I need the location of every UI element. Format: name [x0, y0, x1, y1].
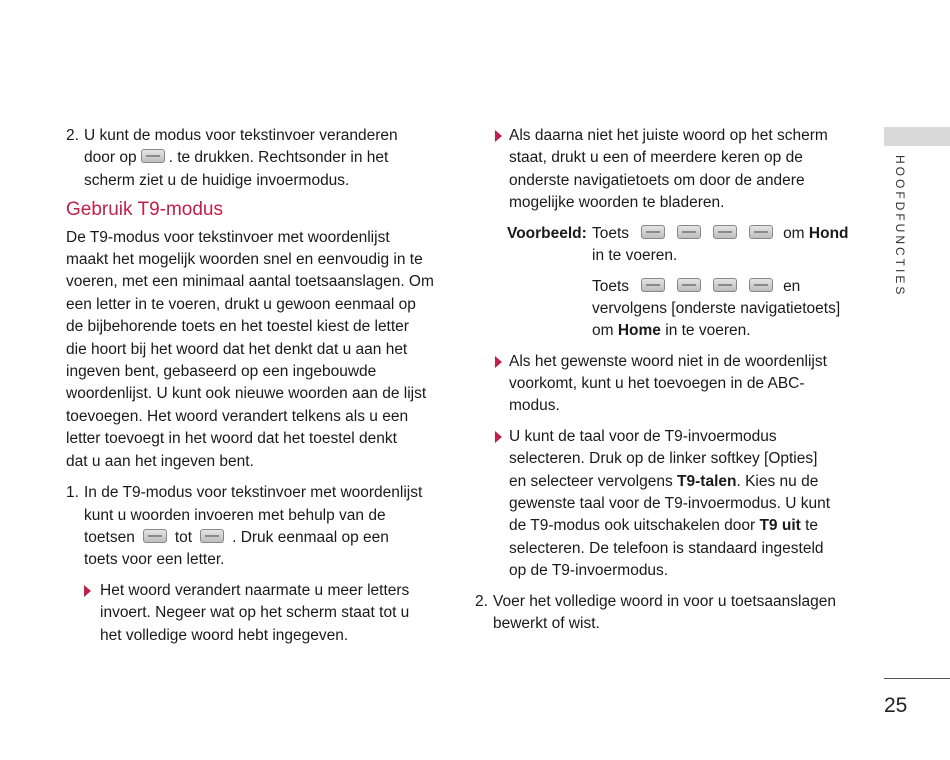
2abc-key-icon: [143, 529, 167, 543]
text-line: toevoegen. Het woord verandert telkens als u een: [66, 407, 409, 425]
text-line: de bijbehorende toets en het toestel kiest de letter: [66, 318, 409, 336]
text-line: selecteren. Druk op de linker softkey [Opties]: [509, 450, 818, 468]
text-line: Het woord verandert naarmate u meer letters: [100, 581, 410, 599]
text-fragment: . Kies nu de: [736, 472, 819, 490]
text-fragment: Toets: [592, 224, 630, 242]
text-fragment: door op: [84, 149, 137, 167]
text-fragment: te: [805, 517, 819, 535]
3def-key-icon: [749, 225, 773, 239]
text-line: die hoort bij het woord dat het denkt dat u aan het: [66, 340, 408, 358]
page-number-rule: [884, 678, 950, 679]
menu-term: T9 uit: [759, 517, 801, 535]
text-line: een letter in te voeren, drukt u gewoon eenmaal op: [66, 295, 416, 313]
text-line: voorkomt, kunt u het toevoegen in de ABC-: [509, 375, 805, 393]
6mno-key-icon: [713, 225, 737, 239]
bullet-item: [475, 426, 855, 583]
text-fragment: en selecteer vervolgens: [509, 472, 673, 490]
text-fragment: toetsen: [84, 528, 135, 546]
text-line: In de T9-modus voor tekstinvoer met woordenlijst: [84, 484, 423, 502]
step-1-instruction: [66, 482, 446, 647]
text-line: [592, 276, 852, 298]
text-line: onderste navigatietoets om door de andere: [509, 171, 805, 189]
text-line: in te voeren.: [592, 247, 678, 265]
text-line: op de T9-invoermodus.: [509, 562, 669, 580]
text-fragment: en: [783, 277, 801, 295]
text-line: Als daarna niet het juiste woord op het scherm: [509, 127, 828, 144]
bullet-arrow-icon: [495, 356, 502, 368]
text-line: U kunt de modus voor tekstinvoer veranderen: [84, 127, 398, 144]
text-line: letter toevoegt in het woord dat het toestel denkt: [66, 430, 397, 448]
step-number: 1.: [66, 484, 79, 502]
text-fragment: . Druk eenmaal op een: [232, 528, 389, 546]
text-fragment: Toets: [592, 277, 630, 295]
text-line: invoert. Negeer wat op het scherm staat tot u: [100, 604, 410, 622]
text-line: [84, 527, 446, 549]
text-line: gewenste taal voor de T9-invoermodus. U kunt: [509, 495, 831, 513]
text-line: bewerkt of wist.: [493, 615, 600, 633]
left-column: [66, 125, 446, 647]
text-line: [84, 147, 446, 169]
text-fragment: . te drukken. Rechtsonder in het: [168, 149, 389, 167]
9wxyz-key-icon: [200, 529, 224, 543]
bullet-item: [84, 580, 446, 647]
sidebar-section-label: HOOFDFUNCTIES: [893, 155, 907, 298]
text-line: [509, 515, 855, 537]
text-line: Als het gewenste woord niet in de woordenlijst: [509, 352, 827, 370]
example-block: [475, 223, 855, 341]
text-fragment: om: [783, 224, 805, 242]
4ghi-key-icon: [641, 225, 665, 239]
bullet-arrow-icon: [84, 585, 91, 597]
4ghi-key-icon: [641, 278, 665, 292]
page-number: 25: [884, 694, 908, 717]
text-line: scherm ziet u de huidige invoermodus.: [84, 171, 350, 189]
text-line: ingeven bent, gebaseerd op een ingebouwde: [66, 363, 377, 381]
example-label: Voorbeeld:: [507, 224, 587, 242]
bullet-item: [475, 125, 855, 215]
text-line: De T9-modus voor tekstinvoer met woordenlijst: [66, 228, 390, 246]
3def-key-icon: [749, 278, 773, 292]
example-2: [592, 276, 852, 343]
text-line: voeren, met een minimaal aantal toetsaanslagen. Om: [66, 273, 434, 291]
text-line: staat, drukt u een of meerdere keren op de: [509, 149, 803, 167]
6mno-key-icon: [677, 225, 701, 239]
text-line: toets voor een letter.: [84, 551, 225, 569]
text-line: het volledige woord hebt ingegeven.: [100, 626, 349, 644]
menu-term: T9-talen: [677, 472, 737, 490]
text-line: selecteren. De telefoon is standaard ingesteld: [509, 539, 824, 557]
bullet-item: [475, 351, 855, 418]
text-line: [592, 320, 852, 342]
text-fragment: in te voeren.: [665, 322, 751, 340]
right-column: [475, 125, 855, 636]
text-line: U kunt de taal voor de T9-invoermodus: [509, 427, 777, 445]
bullet-arrow-icon: [495, 431, 502, 443]
text-line: woordenlijst. U kunt ook nieuwe woorden aan de lijst: [66, 385, 427, 403]
text-line: vervolgens [onderste navigatietoets]: [592, 300, 841, 318]
step-2-instruction: [475, 591, 855, 636]
text-line: modus.: [509, 397, 560, 415]
example-word: Home: [617, 322, 661, 340]
bullet-arrow-icon: [495, 130, 502, 142]
text-line: [509, 471, 855, 493]
6mno-key-icon: [713, 278, 737, 292]
6mno-key-icon: [677, 278, 701, 292]
t9-description: [66, 227, 446, 473]
text-line: Voer het volledige woord in voor u toetsaanslagen: [493, 592, 836, 610]
step-number: 2.: [475, 592, 488, 610]
text-fragment: de T9-modus ook uitschakelen door: [509, 517, 756, 535]
sidebar-tab-bar: [884, 127, 950, 146]
text-line: mogelijke woorden te bladeren.: [509, 194, 725, 212]
text-line: dat u aan het ingeven bent.: [66, 452, 254, 470]
example-1: [592, 223, 852, 268]
text-fragment: om: [592, 322, 614, 340]
section-heading: Gebruik T9-modus: [66, 199, 223, 221]
star-key-icon: [141, 149, 165, 163]
text-line: kunt u woorden invoeren met behulp van de: [84, 506, 386, 524]
step-2-instruction: [66, 125, 446, 192]
step-number: 2.: [66, 127, 79, 144]
text-line: [592, 223, 852, 245]
text-fragment: tot: [174, 528, 193, 546]
text-line: maakt het mogelijk woorden snel en eenvoudig in te: [66, 251, 423, 269]
example-word: Hond: [808, 224, 849, 242]
